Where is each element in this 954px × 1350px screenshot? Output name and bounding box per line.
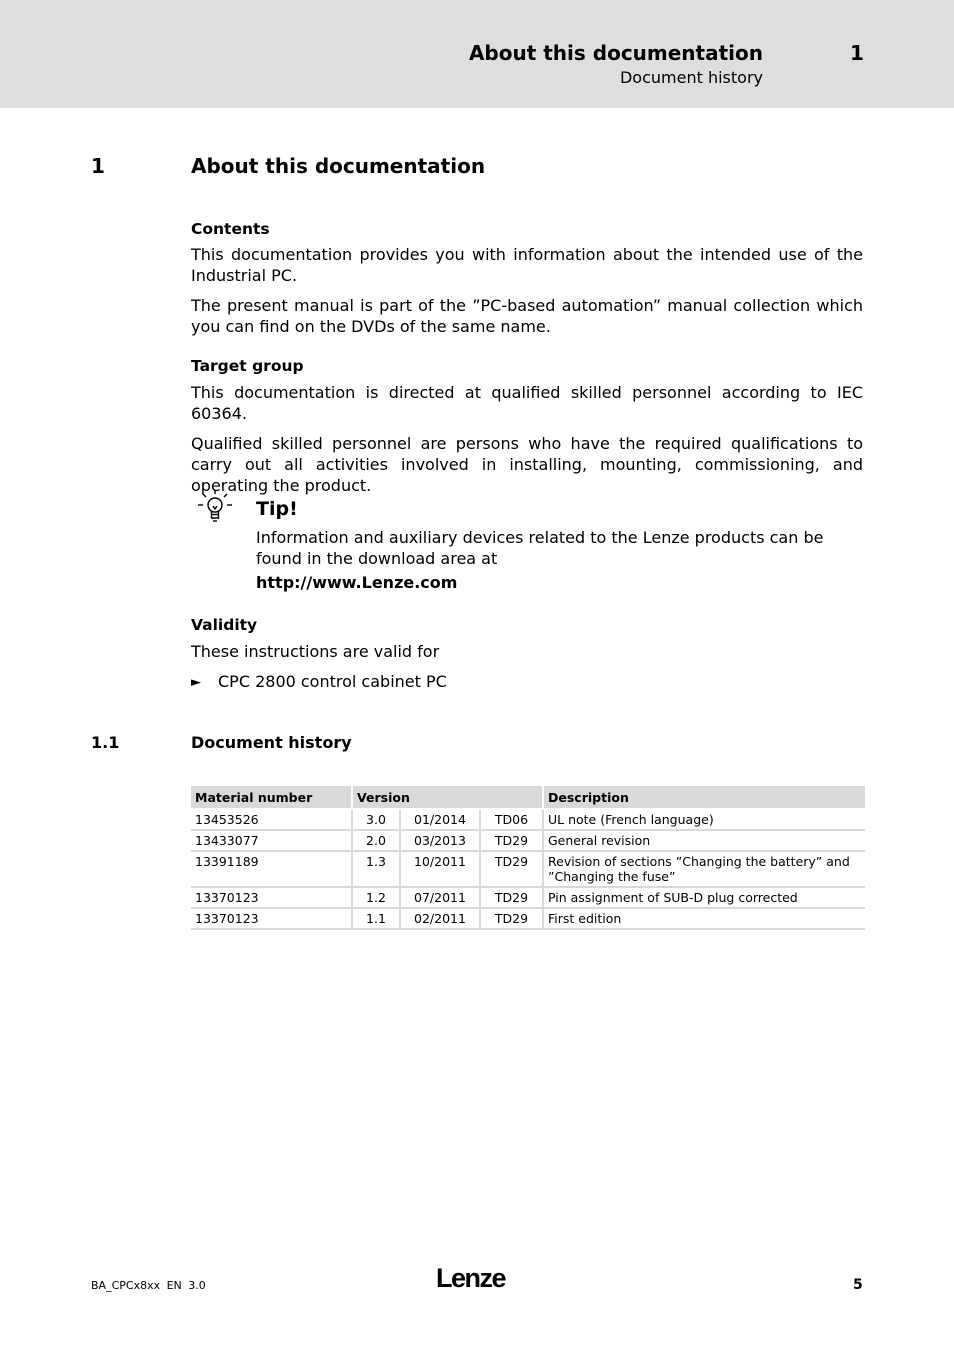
validity-item: CPC 2800 control cabinet PC bbox=[218, 672, 447, 691]
document-history-table bbox=[191, 786, 865, 930]
cell-description: Pin assignment of SUB-D plug corrected bbox=[543, 887, 865, 908]
cell-author: TD29 bbox=[480, 908, 543, 929]
subsection-title: Document history bbox=[191, 733, 352, 752]
col-header-material: Material number bbox=[191, 786, 352, 809]
col-header-description: Description bbox=[543, 786, 865, 809]
cell-version: 3.0 bbox=[352, 809, 400, 830]
lenze-logo: Lenze bbox=[436, 1263, 506, 1293]
target-group-para-2: Qualified skilled personnel are persons who have the required qualifications to carry out all activities involved in installing, mounting, commissioning, and operating the product. bbox=[191, 434, 863, 495]
cell-author: TD29 bbox=[480, 887, 543, 908]
validity-heading: Validity bbox=[191, 616, 258, 634]
contents-para-1: This documentation provides you with information about the intended use of the Industrial PC. bbox=[191, 245, 863, 285]
cell-description: Revision of sections ”Changing the battery” and ”Changing the fuse” bbox=[543, 851, 865, 887]
cell-material: 13370123 bbox=[191, 887, 352, 908]
cell-version: 1.1 bbox=[352, 908, 400, 929]
header-subtitle: Document history bbox=[619, 68, 763, 87]
lenze-link[interactable]: http://www.Lenze.com bbox=[256, 573, 458, 592]
cell-date: 02/2011 bbox=[400, 908, 480, 929]
section-number: 1 bbox=[91, 154, 105, 178]
contents-heading: Contents bbox=[191, 220, 270, 238]
table-header-row bbox=[191, 786, 865, 809]
table-row bbox=[191, 887, 865, 908]
target-group-para-1: This documentation is directed at qualified skilled personnel according to IEC 60364. bbox=[191, 383, 863, 423]
table-row bbox=[191, 830, 865, 851]
cell-description: General revision bbox=[543, 830, 865, 851]
cell-date: 10/2011 bbox=[400, 851, 480, 887]
cell-description: UL note (French language) bbox=[543, 809, 865, 830]
validity-text: These instructions are valid for bbox=[191, 642, 440, 661]
header-title: About this documentation bbox=[468, 41, 763, 65]
cell-date: 03/2013 bbox=[400, 830, 480, 851]
cell-material: 13391189 bbox=[191, 851, 352, 887]
contents-block bbox=[191, 220, 863, 337]
cell-date: 07/2011 bbox=[400, 887, 480, 908]
col-header-version: Version bbox=[352, 786, 543, 809]
cell-description: First edition bbox=[543, 908, 865, 929]
lightbulb-icon bbox=[195, 488, 235, 528]
cell-version: 2.0 bbox=[352, 830, 400, 851]
target-group-block bbox=[191, 357, 863, 496]
cell-date: 01/2014 bbox=[400, 809, 480, 830]
cell-version: 1.3 bbox=[352, 851, 400, 887]
page-number: 5 bbox=[853, 1277, 863, 1293]
cell-material: 13433077 bbox=[191, 830, 352, 851]
contents-para-2: The present manual is part of the ”PC-based automation” manual collection which you can find on the DVDs of the same name. bbox=[191, 296, 863, 336]
section-title: About this documentation bbox=[191, 154, 486, 178]
cell-material: 13370123 bbox=[191, 908, 352, 929]
table-row bbox=[191, 908, 865, 929]
footer-doc-id: BA_CPCx8xx EN 3.0 bbox=[91, 1279, 206, 1292]
cell-version: 1.2 bbox=[352, 887, 400, 908]
tip-text: Information and auxiliary devices related to the Lenze products can be found in the download area at bbox=[256, 528, 824, 568]
target-group-heading: Target group bbox=[191, 357, 304, 375]
header-chapter-number: 1 bbox=[850, 41, 864, 65]
table-row bbox=[191, 851, 865, 887]
table-row bbox=[191, 809, 865, 830]
cell-material: 13453526 bbox=[191, 809, 352, 830]
cell-author: TD06 bbox=[480, 809, 543, 830]
cell-author: TD29 bbox=[480, 851, 543, 887]
bullet-arrow-icon: ► bbox=[191, 675, 201, 690]
validity-block bbox=[191, 616, 863, 662]
tip-title: Tip! bbox=[256, 498, 298, 520]
subsection-number: 1.1 bbox=[91, 733, 120, 752]
cell-author: TD29 bbox=[480, 830, 543, 851]
tip-body bbox=[256, 527, 856, 592]
